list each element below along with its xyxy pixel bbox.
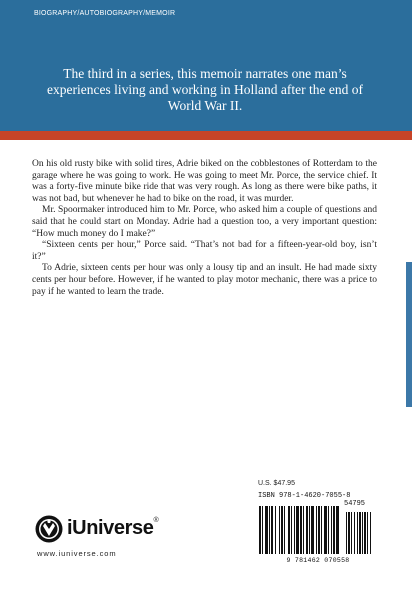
blurb-paragraph: To Adrie, sixteen cents per hour was only a lousy tip and an insult. He had made sixty cents per hour before. However, if he wanted to play motor mechanic, there was a price to pay if he wanted to learn the trade. (32, 263, 377, 297)
barcode-digits: 9 781462 070558 (286, 557, 350, 564)
isbn-label: ISBN 978-1-4620-7055-8 (258, 492, 351, 500)
iuniverse-logo-icon (34, 514, 64, 544)
accent-stripe (0, 131, 412, 140)
addon-digits: 54795 (344, 500, 366, 508)
barcode-bars (258, 506, 378, 556)
publisher-url: www.iuniverse.com (37, 549, 117, 558)
barcode (258, 492, 378, 568)
blurb-paragraph: Mr. Spoormaker introduced him to Mr. Porce, who asked him a couple of questions and said that he could start on Monday. Adrie had a question too, a very important question: “How much money do I make?” (32, 205, 377, 239)
publisher-name-text: iUniverse (67, 517, 154, 539)
trademark-mark: ® (153, 517, 159, 524)
publisher-name (67, 517, 158, 540)
tagline: The third in a series, this memoir narrates one man’s experiences living and working in Holland after the end of World War II. (46, 66, 364, 113)
genre-label: BIOGRAPHY/AUTOBIOGRAPHY/MEMOIR (34, 10, 176, 17)
price-label: U.S. $47.95 (258, 480, 295, 487)
spine-edge (406, 262, 412, 407)
header-band (0, 0, 412, 131)
blurb-paragraph: “Sixteen cents per hour,” Porce said. “That’s not bad for a fifteen-year-old boy, isn’t it?” (32, 240, 377, 262)
blurb (32, 159, 377, 298)
blurb-paragraph: On his old rusty bike with solid tires, Adrie biked on the cobblestones of Rotterdam to the garage where he was going to work. He was going to meet Mr. Porce, the service chief. It was a forty-five minute bike ride that was very rough. As long as there were bike paths, it was not bad, but whenever he had to bike on the road, it was murder. (32, 159, 377, 204)
publisher-logo (34, 514, 174, 544)
